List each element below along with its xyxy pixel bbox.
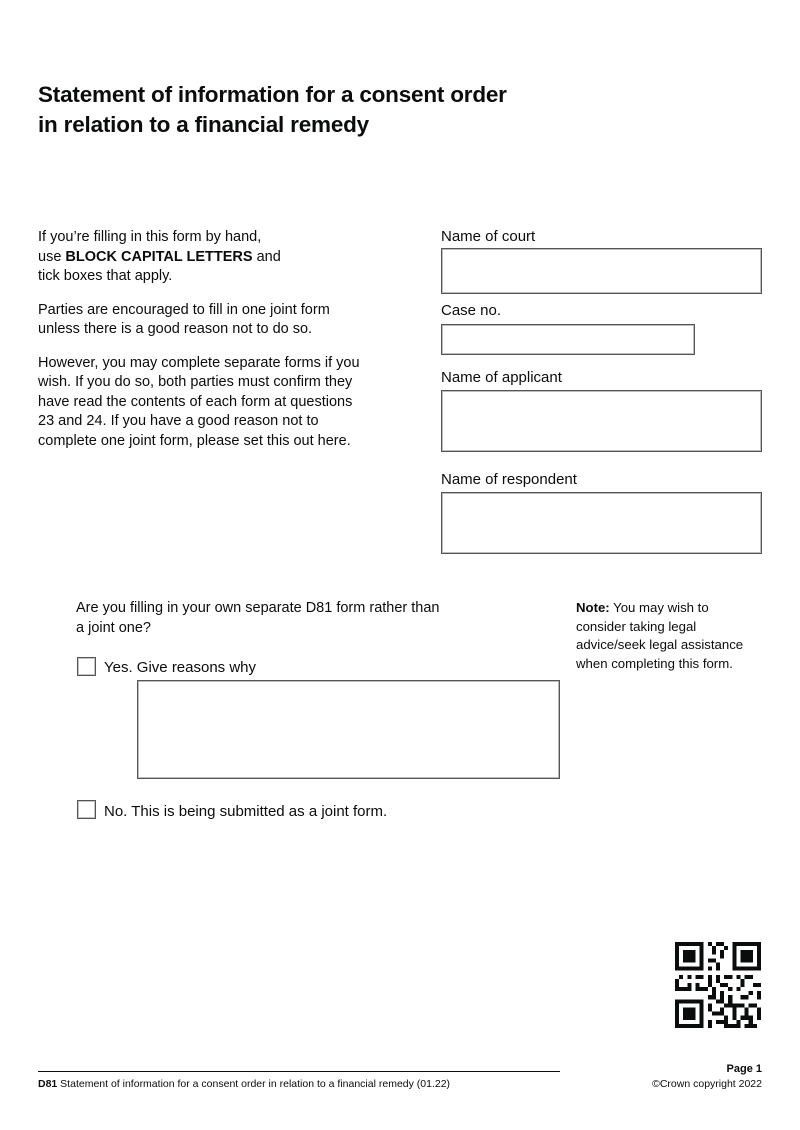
intro-line: complete one joint form, please set this out here. bbox=[38, 432, 351, 449]
footer-form-reference bbox=[38, 1078, 450, 1091]
court-name-label: Name of court bbox=[441, 228, 536, 245]
legal-advice-note bbox=[576, 599, 776, 673]
intro-line: 23 and 24. If you have a good reason not to bbox=[38, 413, 319, 429]
applicant-name-label: Name of applicant bbox=[441, 369, 562, 386]
footer-divider bbox=[38, 1071, 560, 1072]
intro-text: use bbox=[38, 248, 66, 265]
intro-text: and bbox=[252, 248, 281, 265]
case-number-field[interactable] bbox=[441, 324, 695, 355]
yes-separate-label: Yes. Give reasons why bbox=[104, 659, 257, 676]
note-label: Note: bbox=[576, 600, 610, 615]
intro-line: have read the contents of each form at questions bbox=[38, 393, 353, 410]
intro-paragraph-joint bbox=[38, 301, 418, 340]
no-joint-label: No. This is being submitted as a joint form. bbox=[104, 803, 388, 820]
intro-line: Parties are encouraged to fill in one joint form bbox=[38, 301, 330, 318]
applicant-name-field[interactable] bbox=[441, 390, 762, 452]
respondent-name-field[interactable] bbox=[441, 492, 762, 554]
qr-code-icon bbox=[675, 942, 761, 1028]
intro-line: wish. If you do so, both parties must confirm they bbox=[38, 374, 353, 390]
intro-paragraph-hand bbox=[38, 228, 418, 287]
intro-line: If you’re filling in this form by hand, bbox=[38, 229, 262, 245]
form-code: D81 bbox=[38, 1078, 58, 1090]
yes-separate-checkbox[interactable] bbox=[77, 657, 96, 676]
no-joint-checkbox[interactable] bbox=[77, 800, 96, 819]
separate-form-question bbox=[76, 599, 516, 638]
intro-instructions bbox=[38, 228, 418, 465]
respondent-name-label: Name of respondent bbox=[441, 471, 577, 488]
block-capitals-emphasis: BLOCK CAPITAL LETTERS bbox=[65, 248, 253, 265]
case-number-label: Case no. bbox=[441, 302, 502, 319]
intro-line: tick boxes that apply. bbox=[38, 268, 173, 284]
note-line: advice/seek legal assistance bbox=[576, 637, 744, 652]
question-line: Are you filling in your own separate D81 form rather than bbox=[76, 600, 440, 616]
copyright-notice: ©Crown copyright 2022 bbox=[652, 1078, 762, 1090]
title-line-1: Statement of information for a consent order bbox=[38, 82, 507, 107]
page-title bbox=[38, 80, 598, 140]
question-line: a joint one? bbox=[76, 619, 151, 636]
intro-line bbox=[38, 248, 418, 268]
title-line-2: in relation to a financial remedy bbox=[38, 112, 369, 137]
intro-line: However, you may complete separate forms if you bbox=[38, 354, 360, 371]
intro-line: unless there is a good reason not to do so. bbox=[38, 321, 313, 337]
note-line: consider taking legal bbox=[576, 618, 697, 634]
page-number: Page 1 bbox=[726, 1063, 762, 1075]
intro-paragraph-separate bbox=[38, 354, 418, 452]
court-name-field[interactable] bbox=[441, 248, 762, 294]
note-line bbox=[576, 599, 776, 618]
note-text: You may wish to bbox=[609, 600, 709, 615]
note-line: when completing this form. bbox=[576, 655, 733, 671]
reasons-textarea[interactable] bbox=[137, 680, 560, 779]
form-full-title: Statement of information for a consent order in relation to a financial remedy (01.22) bbox=[57, 1078, 451, 1090]
